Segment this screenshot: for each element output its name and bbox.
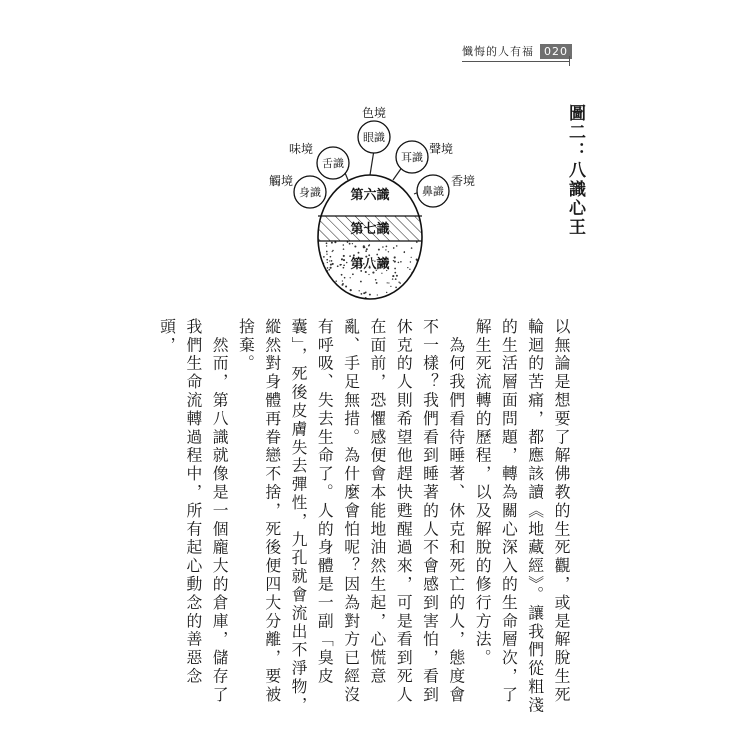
taste-object-label: 味境	[288, 142, 314, 156]
nose-consciousness-label: 鼻識	[422, 185, 444, 198]
spoke-eye	[370, 150, 374, 175]
page-number: 020	[540, 44, 572, 59]
paragraph: 以無論是想要了解佛教的生死觀，或是解脫生死輪迴的苦痛，都應該讀《地藏經》。讓我們從粗淺的生活層面問題，轉為關心深入的生命層次，了解生死流轉的歷程，以及解脫的修行方法。	[473, 318, 571, 715]
touch-object-label: 觸境	[268, 174, 294, 188]
form-object-label: 色境	[361, 106, 387, 120]
running-title: 懺悔的人有福	[462, 45, 534, 58]
smell-object-label: 香境	[450, 174, 476, 188]
tongue-consciousness-label: 舌識	[322, 157, 344, 170]
eight-consciousness-figure	[0, 0, 750, 330]
seventh-consciousness-label: 第七識	[350, 222, 390, 237]
sixth-consciousness-label: 第六識	[350, 188, 390, 203]
eye-consciousness-label: 眼識	[363, 131, 385, 144]
eighth-layer	[300, 241, 440, 311]
paragraph: 為何我們看待睡著、休克和死亡的人，態度會不一樣？我們看到睡著的人不會感到害怕，看到休克的人則希望他趕快甦醒過來，可是看到死人在面前，恐懼感便會本能地油然生起，心慌意亂、手足無措。為什麼會怕呢？因為對方已經沒有呼吸、失去生命了。人的身體是一副「臭皮囊」，死後皮膚失去彈性，九孔就會流出不淨物，縱然對身體再眷戀不捨，死後便四大分離，要被捨棄。	[236, 318, 466, 715]
figure-diagram	[0, 0, 750, 330]
figure-title: 圖二：八識心王	[565, 104, 585, 237]
eighth-consciousness-label: 第八識	[350, 257, 390, 272]
ear-consciousness-label: 耳識	[401, 151, 423, 164]
paragraph: 然而，第八識就像是一個龐大的倉庫，儲存了我們生命流轉過程中，所有起心動念的善惡念頭，	[157, 318, 230, 705]
body-text	[157, 318, 574, 718]
sound-object-label: 聲境	[428, 142, 454, 156]
body-consciousness-label: 身識	[299, 186, 321, 199]
